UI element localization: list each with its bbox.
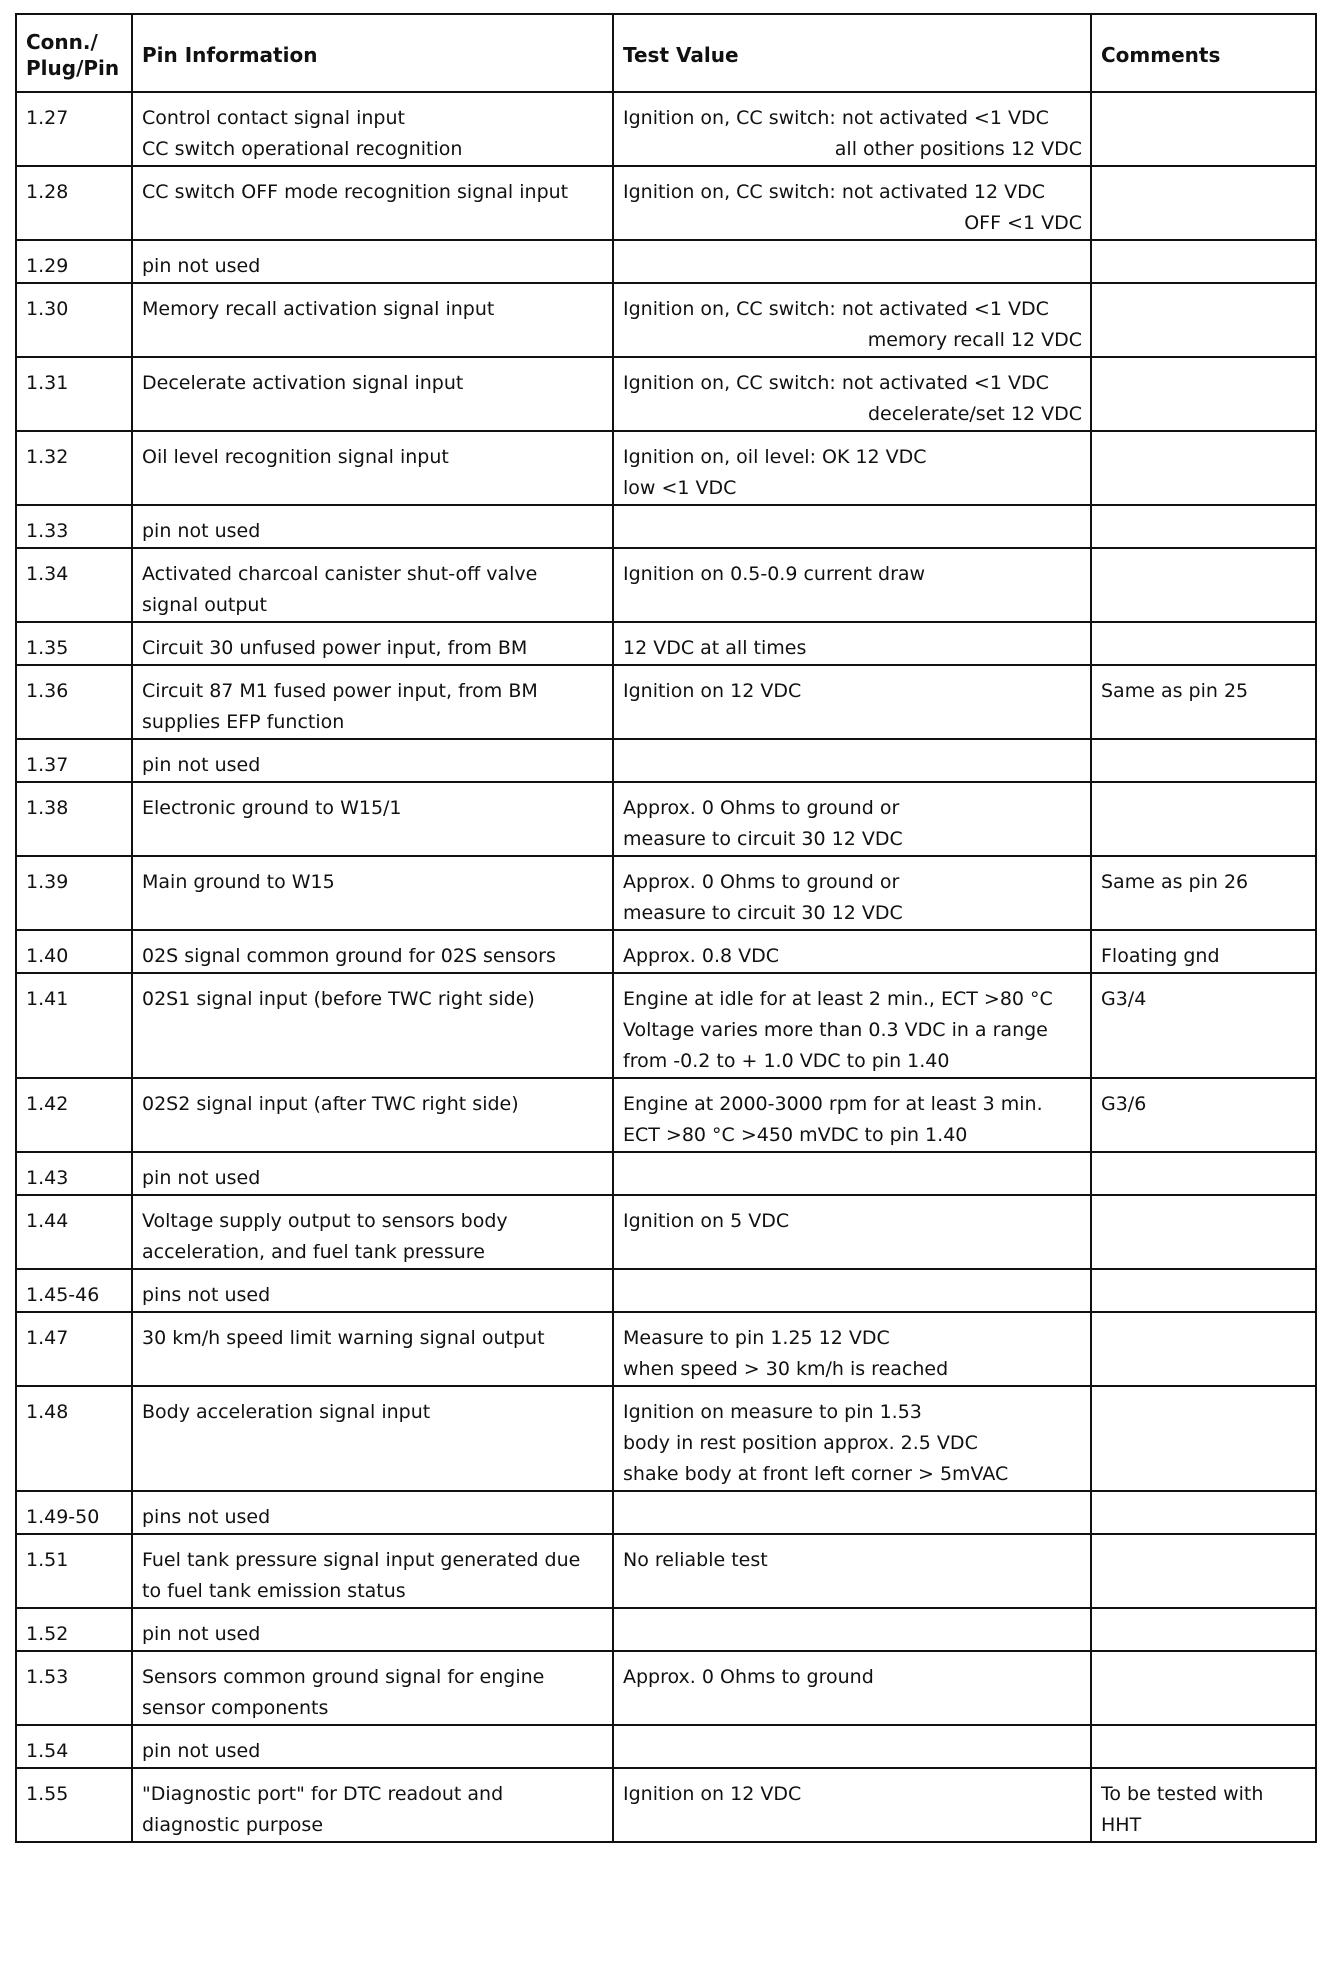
pin-info-line: Circuit 30 unfused power input, from BM [142, 637, 528, 659]
pin-cell: 1.42 [16, 1078, 132, 1152]
pin-cell: 1.45-46 [16, 1269, 132, 1312]
pin-info-cell [132, 1651, 613, 1725]
pin-cell: 1.49-50 [16, 1491, 132, 1534]
test-value-line: Approx. 0 Ohms to ground [623, 1666, 874, 1688]
test-value-line: Ignition on measure to pin 1.53 [623, 1401, 922, 1423]
comments-cell [1091, 739, 1316, 782]
comments-cell [1091, 1152, 1316, 1195]
test-value-line: Engine at 2000-3000 rpm for at least 3 min. [623, 1093, 1043, 1115]
test-value-cell [613, 240, 1091, 283]
table-row [16, 1768, 1316, 1842]
test-value-cell [613, 1534, 1091, 1608]
table-row [16, 622, 1316, 665]
table-row [16, 1195, 1316, 1269]
test-value-line: Ignition on 12 VDC [623, 680, 802, 702]
comments-cell [1091, 782, 1316, 856]
comments-cell [1091, 1534, 1316, 1608]
pin-info-cell [132, 431, 613, 505]
test-value-cell [613, 1078, 1091, 1152]
pin-info-cell [132, 1608, 613, 1651]
table-row [16, 1491, 1316, 1534]
table-row [16, 283, 1316, 357]
comments-line: HHT [1101, 1814, 1142, 1836]
pin-cell: 1.48 [16, 1386, 132, 1491]
test-value-cell [613, 357, 1091, 431]
pin-info-cell [132, 166, 613, 240]
pin-info-line: Main ground to W15 [142, 871, 335, 893]
test-value-line: low <1 VDC [623, 477, 737, 499]
test-value-line: Ignition on, CC switch: not activated <1 VDC [623, 372, 1049, 394]
comments-cell [1091, 240, 1316, 283]
test-value-line: Ignition on, CC switch: not activated <1 VDC [623, 298, 1049, 320]
test-value-line: Voltage varies more than 0.3 VDC in a range [623, 1019, 1048, 1041]
pin-cell: 1.54 [16, 1725, 132, 1768]
pin-info-cell [132, 930, 613, 973]
pin-cell: 1.38 [16, 782, 132, 856]
table-row [16, 856, 1316, 930]
comments-line: Floating gnd [1101, 945, 1220, 967]
comments-line: G3/6 [1101, 1093, 1147, 1115]
table-body [16, 92, 1316, 1842]
pin-info-line: Electronic ground to W15/1 [142, 797, 402, 819]
pin-info-cell [132, 1386, 613, 1491]
pin-cell: 1.33 [16, 505, 132, 548]
comments-cell [1091, 1725, 1316, 1768]
pin-cell: 1.31 [16, 357, 132, 431]
test-value-line: from -0.2 to + 1.0 VDC to pin 1.40 [623, 1050, 950, 1072]
test-value-cell [613, 622, 1091, 665]
test-value-cell [613, 782, 1091, 856]
test-value-line: Ignition on, CC switch: not activated <1 VDC [623, 107, 1049, 129]
pin-info-cell [132, 973, 613, 1078]
table-row [16, 665, 1316, 739]
test-value-line: Ignition on, CC switch: not activated 12 VDC [623, 181, 1046, 203]
table-row [16, 92, 1316, 166]
comments-cell [1091, 1312, 1316, 1386]
comments-cell [1091, 1078, 1316, 1152]
test-value-line: decelerate/set 12 VDC [867, 403, 1082, 425]
pin-cell: 1.29 [16, 240, 132, 283]
pin-info-cell [132, 92, 613, 166]
comments-cell [1091, 431, 1316, 505]
comments-cell [1091, 665, 1316, 739]
pin-cell: 1.43 [16, 1152, 132, 1195]
pin-info-line: 02S2 signal input (after TWC right side) [142, 1093, 519, 1115]
pin-cell: 1.51 [16, 1534, 132, 1608]
pin-info-line: CC switch OFF mode recognition signal input [142, 181, 569, 203]
test-value-line: No reliable test [623, 1549, 768, 1571]
table-row [16, 1651, 1316, 1725]
comments-line: G3/4 [1101, 988, 1147, 1010]
pin-info-line: pin not used [142, 1623, 261, 1645]
test-value-line: Ignition on 12 VDC [623, 1783, 802, 1805]
test-value-cell [613, 1491, 1091, 1534]
table-row [16, 431, 1316, 505]
pin-cell: 1.52 [16, 1608, 132, 1651]
pin-info-cell [132, 1534, 613, 1608]
table-row [16, 739, 1316, 782]
test-value-line: body in rest position approx. 2.5 VDC [623, 1432, 978, 1454]
table-row [16, 1386, 1316, 1491]
pin-info-line: pin not used [142, 255, 261, 277]
pin-info-cell [132, 1768, 613, 1842]
header-pin-information: Pin Information [132, 14, 613, 92]
pin-info-line: to fuel tank emission status [142, 1580, 406, 1602]
pin-info-cell [132, 1491, 613, 1534]
pin-info-cell [132, 782, 613, 856]
comments-line: To be tested with [1101, 1783, 1264, 1805]
test-value-cell [613, 665, 1091, 739]
pin-info-line: pins not used [142, 1284, 271, 1306]
test-value-cell [613, 1768, 1091, 1842]
test-value-cell [613, 1312, 1091, 1386]
comments-cell [1091, 92, 1316, 166]
comments-cell [1091, 1195, 1316, 1269]
pin-test-table [15, 13, 1317, 1843]
pin-info-line: pin not used [142, 1740, 261, 1762]
comments-cell [1091, 1386, 1316, 1491]
test-value-line: Ignition on 5 VDC [623, 1210, 790, 1232]
test-value-cell [613, 1195, 1091, 1269]
pin-info-line: supplies EFP function [142, 711, 345, 733]
pin-cell: 1.53 [16, 1651, 132, 1725]
pin-info-cell [132, 1078, 613, 1152]
pin-cell: 1.37 [16, 739, 132, 782]
test-value-cell [613, 166, 1091, 240]
test-value-cell [613, 1386, 1091, 1491]
table-row [16, 505, 1316, 548]
test-value-cell [613, 505, 1091, 548]
test-value-line: Approx. 0.8 VDC [623, 945, 780, 967]
header-conn-line-1: Conn./ [26, 30, 98, 54]
table-row [16, 1152, 1316, 1195]
comments-cell [1091, 930, 1316, 973]
pin-info-line: pins not used [142, 1506, 271, 1528]
table-row [16, 1534, 1316, 1608]
comments-cell [1091, 1651, 1316, 1725]
pin-cell: 1.27 [16, 92, 132, 166]
test-value-line: all other positions 12 VDC [834, 138, 1082, 160]
test-value-line: ECT >80 °C >450 mVDC to pin 1.40 [623, 1124, 968, 1146]
pin-info-cell [132, 856, 613, 930]
test-value-cell [613, 1152, 1091, 1195]
pin-info-line: Sensors common ground signal for engine [142, 1666, 545, 1688]
header-conn-line-2: Plug/Pin [26, 56, 120, 80]
table-row [16, 166, 1316, 240]
pin-info-cell [132, 1195, 613, 1269]
test-value-line: Engine at idle for at least 2 min., ECT >80 °C [623, 988, 1053, 1010]
test-value-line: 12 VDC at all times [623, 637, 807, 659]
test-value-line: measure to circuit 30 12 VDC [623, 902, 903, 924]
pin-info-line: 30 km/h speed limit warning signal output [142, 1327, 545, 1349]
pin-info-cell [132, 1725, 613, 1768]
pin-cell: 1.34 [16, 548, 132, 622]
pin-info-cell [132, 548, 613, 622]
test-value-cell [613, 856, 1091, 930]
comments-cell [1091, 1269, 1316, 1312]
pin-info-line: Control contact signal input [142, 107, 405, 129]
pin-cell: 1.30 [16, 283, 132, 357]
pin-cell: 1.28 [16, 166, 132, 240]
table-row [16, 1725, 1316, 1768]
pin-info-line: acceleration, and fuel tank pressure [142, 1241, 485, 1263]
pin-info-line: Circuit 87 M1 fused power input, from BM [142, 680, 538, 702]
pin-info-line: Oil level recognition signal input [142, 446, 449, 468]
table-row [16, 782, 1316, 856]
comments-cell [1091, 1608, 1316, 1651]
pin-info-cell [132, 665, 613, 739]
pin-info-line: pin not used [142, 754, 261, 776]
comments-cell [1091, 357, 1316, 431]
header-comments: Comments [1091, 14, 1316, 92]
comments-cell [1091, 622, 1316, 665]
test-value-line: Measure to pin 1.25 12 VDC [623, 1327, 890, 1349]
test-value-line: Approx. 0 Ohms to ground or [623, 797, 900, 819]
comments-cell [1091, 1491, 1316, 1534]
test-value-line: when speed > 30 km/h is reached [623, 1358, 949, 1380]
pin-info-line: pin not used [142, 520, 261, 542]
test-value-line: Ignition on 0.5-0.9 current draw [623, 563, 926, 585]
test-value-line: OFF <1 VDC [964, 212, 1082, 234]
table-row [16, 1312, 1316, 1386]
pin-info-line: "Diagnostic port" for DTC readout and [142, 1783, 504, 1805]
table-row [16, 1269, 1316, 1312]
pin-info-cell [132, 739, 613, 782]
pin-info-line: Activated charcoal canister shut-off valve [142, 563, 538, 585]
comments-line: Same as pin 25 [1101, 680, 1249, 702]
pin-info-cell [132, 1152, 613, 1195]
test-value-cell [613, 739, 1091, 782]
test-value-cell [613, 283, 1091, 357]
test-value-cell [613, 431, 1091, 505]
pin-cell: 1.55 [16, 1768, 132, 1842]
pin-info-line: pin not used [142, 1167, 261, 1189]
pin-info-cell [132, 1312, 613, 1386]
pin-cell: 1.40 [16, 930, 132, 973]
test-value-cell [613, 1269, 1091, 1312]
comments-cell [1091, 166, 1316, 240]
test-value-cell [613, 1725, 1091, 1768]
table-row [16, 930, 1316, 973]
pin-info-line: Fuel tank pressure signal input generated due [142, 1549, 581, 1571]
pin-cell: 1.47 [16, 1312, 132, 1386]
test-value-cell [613, 548, 1091, 622]
comments-cell [1091, 283, 1316, 357]
test-value-line: memory recall 12 VDC [867, 329, 1082, 351]
pin-cell: 1.35 [16, 622, 132, 665]
table-row [16, 973, 1316, 1078]
pin-info-cell [132, 283, 613, 357]
pin-info-line: sensor components [142, 1697, 329, 1719]
pin-cell: 1.44 [16, 1195, 132, 1269]
table-row [16, 1078, 1316, 1152]
test-value-cell [613, 973, 1091, 1078]
header-conn-plug-pin [16, 14, 132, 92]
table-row [16, 240, 1316, 283]
pin-info-line: Memory recall activation signal input [142, 298, 495, 320]
comments-cell [1091, 548, 1316, 622]
table-row [16, 357, 1316, 431]
pin-info-cell [132, 1269, 613, 1312]
test-value-line: Approx. 0 Ohms to ground or [623, 871, 900, 893]
pin-info-line: Body acceleration signal input [142, 1401, 431, 1423]
pin-info-cell [132, 357, 613, 431]
pin-info-line: 02S1 signal input (before TWC right side) [142, 988, 535, 1010]
pin-info-line: CC switch operational recognition [142, 138, 463, 160]
pin-info-line: Decelerate activation signal input [142, 372, 464, 394]
pin-cell: 1.36 [16, 665, 132, 739]
pin-info-line: 02S signal common ground for 02S sensors [142, 945, 556, 967]
pin-info-cell [132, 622, 613, 665]
test-value-line: measure to circuit 30 12 VDC [623, 828, 903, 850]
table-row [16, 1608, 1316, 1651]
comments-line: Same as pin 26 [1101, 871, 1249, 893]
comments-cell [1091, 505, 1316, 548]
header-test-value: Test Value [613, 14, 1091, 92]
pin-info-line: signal output [142, 594, 267, 616]
test-value-line: Ignition on, oil level: OK 12 VDC [623, 446, 927, 468]
pin-cell: 1.39 [16, 856, 132, 930]
pin-info-cell [132, 240, 613, 283]
pin-cell: 1.32 [16, 431, 132, 505]
test-value-cell [613, 1608, 1091, 1651]
header-row [16, 14, 1316, 92]
table-row [16, 548, 1316, 622]
pin-cell: 1.41 [16, 973, 132, 1078]
test-value-cell [613, 930, 1091, 973]
comments-cell [1091, 973, 1316, 1078]
test-value-cell [613, 92, 1091, 166]
test-value-line: shake body at front left corner > 5mVAC [623, 1463, 1009, 1485]
pin-info-line: Voltage supply output to sensors body [142, 1210, 508, 1232]
test-value-cell [613, 1651, 1091, 1725]
pin-info-line: diagnostic purpose [142, 1814, 324, 1836]
pin-info-cell [132, 505, 613, 548]
comments-cell [1091, 1768, 1316, 1842]
comments-cell [1091, 856, 1316, 930]
